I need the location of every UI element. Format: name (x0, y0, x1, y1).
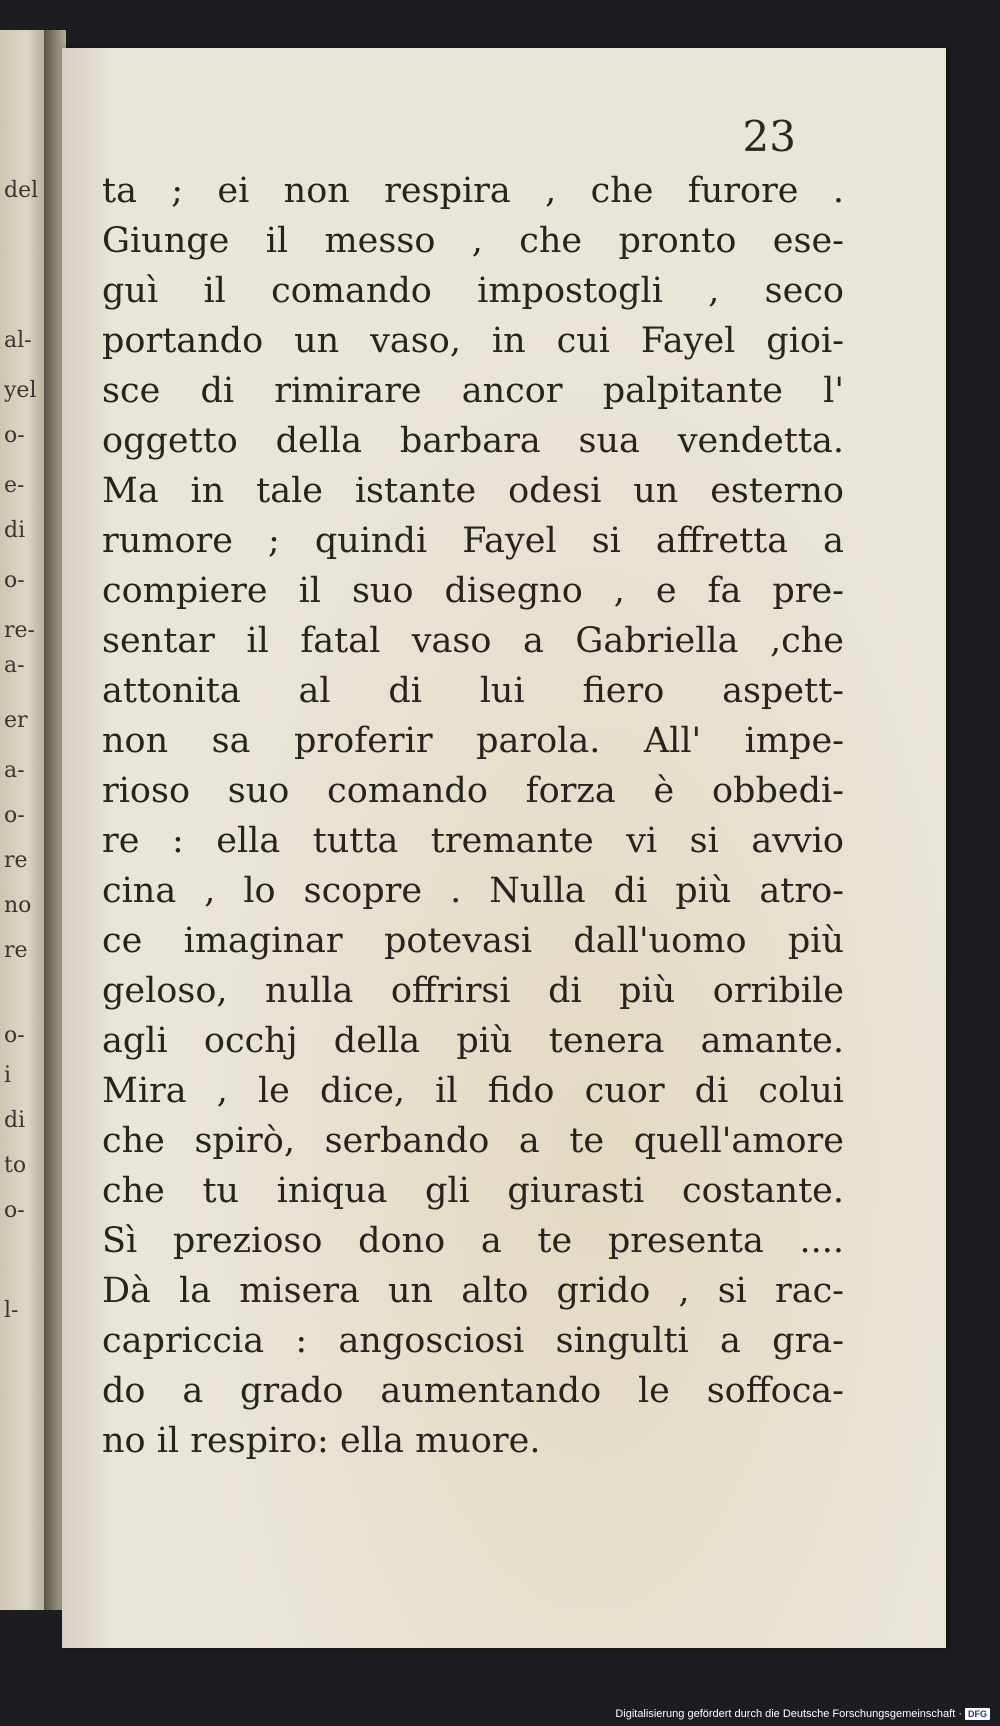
text-line: compiere il suo disegno , e fa pre- (102, 571, 844, 611)
facing-page-fragment: del (4, 178, 39, 203)
text-line: ce imaginar potevasi dall'uomo più (102, 921, 844, 961)
text-line: che tu iniqua gli giurasti costante. (102, 1171, 844, 1211)
text-line: attonita al di lui fiero aspett- (102, 671, 844, 711)
text-line: Ma in tale istante odesi un esterno (102, 471, 844, 511)
text-line: do a grado aumentando le soffoca- (102, 1371, 844, 1411)
digitization-footer (615, 1708, 990, 1720)
text-line: capriccia : angosciosi singulti a gra- (102, 1321, 844, 1361)
facing-page-fragment: er (4, 708, 28, 733)
text-line: Giunge il messo , che pronto ese- (102, 221, 844, 261)
facing-page-fragment: i (4, 1063, 12, 1088)
footer-credit: Digitalisierung gefördert durch die Deutsche Forschungsgemeinschaft · (615, 1708, 962, 1720)
text-line: agli occhj della più tenera amante. (102, 1021, 844, 1061)
facing-page-edge (0, 30, 44, 1610)
text-line: sentar il fatal vaso a Gabriella ,che (102, 621, 844, 661)
text-line: no il respiro: ella muore. (102, 1421, 541, 1461)
text-line: geloso, nulla offrirsi di più orribile (102, 971, 844, 1011)
text-line: Dà la misera un alto grido , si rac- (102, 1271, 844, 1311)
facing-page-fragment: e- (4, 473, 25, 498)
facing-page-fragment: a- (4, 758, 25, 783)
facing-page-fragment: yel (4, 378, 37, 403)
text-line: rioso suo comando forza è obbedi- (102, 771, 844, 811)
text-line: sce di rimirare ancor palpitante l' (102, 371, 844, 411)
facing-page-fragment: di (4, 1108, 26, 1133)
text-line: Sì prezioso dono a te presenta .... (102, 1221, 844, 1261)
facing-page-fragment: no (4, 893, 32, 918)
facing-page-fragment: o- (4, 1023, 25, 1048)
body-text (102, 166, 844, 1466)
text-line: Mira , le dice, il fido cuor di colui (102, 1071, 844, 1111)
facing-page-fragment: al- (4, 328, 32, 353)
facing-page-fragment: o- (4, 568, 25, 593)
book-page (62, 48, 946, 1648)
page-number: 23 (742, 112, 796, 161)
text-line: cina , lo scopre . Nulla di più atro- (102, 871, 844, 911)
facing-page-fragment: to (4, 1153, 27, 1178)
facing-page-fragment: re (4, 848, 28, 873)
text-line: ta ; ei non respira , che furore . (102, 171, 844, 211)
facing-page-fragment: o- (4, 423, 25, 448)
text-line: re : ella tutta tremante vi si avvio (102, 821, 844, 861)
text-line: rumore ; quindi Fayel si affretta a (102, 521, 844, 561)
text-line: oggetto della barbara sua vendetta. (102, 421, 844, 461)
facing-page-fragment: o- (4, 1198, 25, 1223)
text-line: non sa proferir parola. All' impe- (102, 721, 844, 761)
text-line: guì il comando impostogli , seco (102, 271, 844, 311)
facing-page-fragment: o- (4, 803, 25, 828)
text-line: portando un vaso, in cui Fayel gioi- (102, 321, 844, 361)
dfg-logo: DFG (965, 1708, 990, 1720)
text-line: che spirò, serbando a te quell'amore (102, 1121, 844, 1161)
facing-page-fragment: l- (4, 1298, 19, 1323)
facing-page-fragment: re- (4, 618, 35, 643)
facing-page-fragment: di (4, 518, 26, 543)
facing-page-fragment: a- (4, 653, 25, 678)
facing-page-fragment: re (4, 938, 28, 963)
